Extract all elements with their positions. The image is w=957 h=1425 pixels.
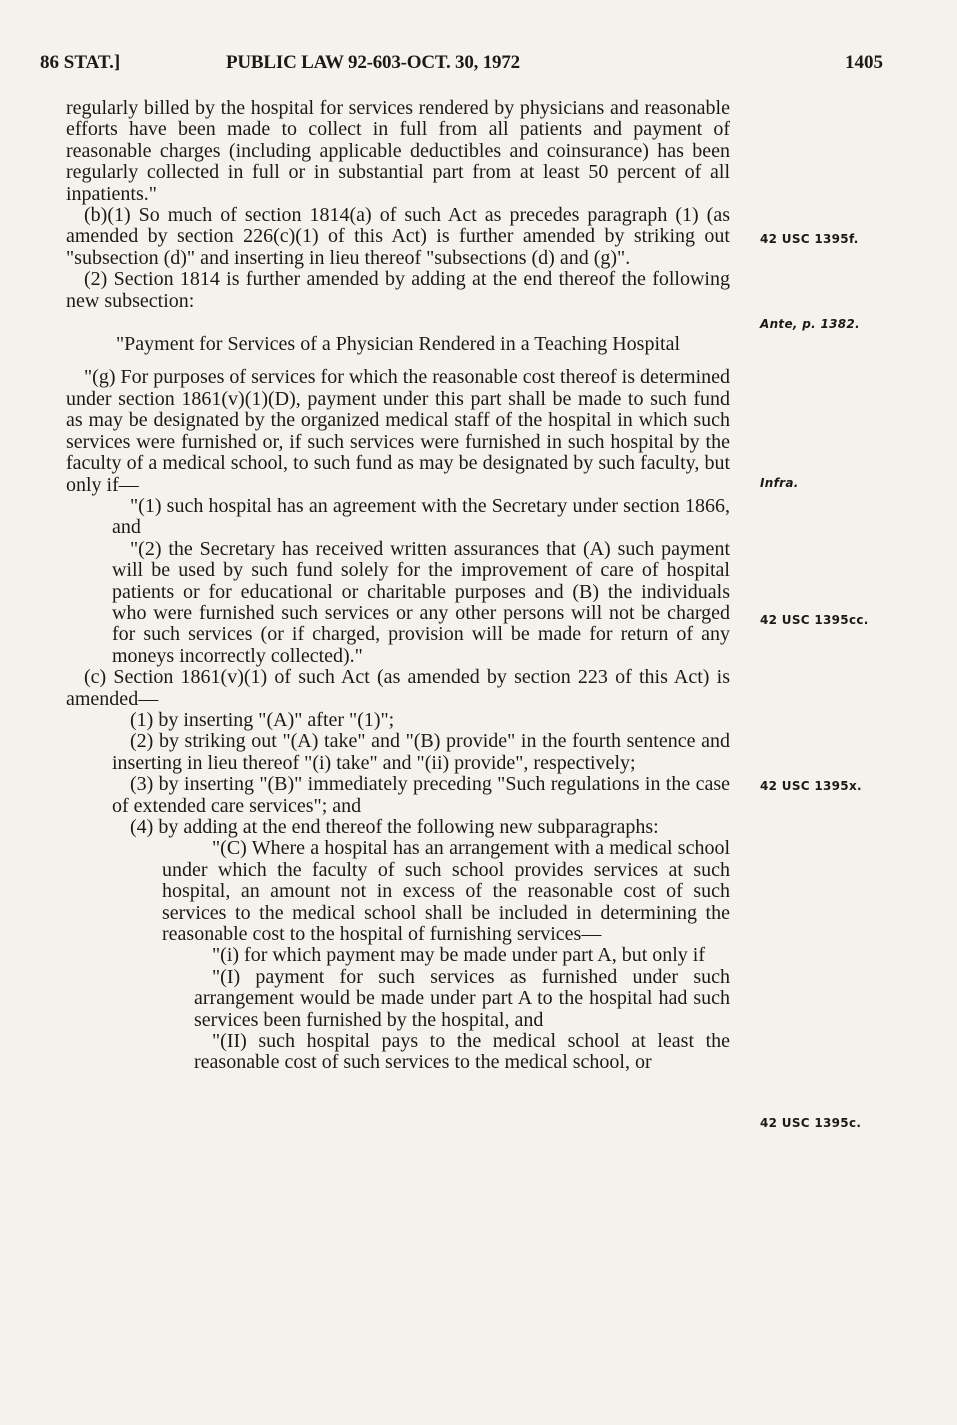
amendment-3: (3) by inserting "(B)" immediately preceding "Such regulations in the case of extended care services"; and (112, 773, 730, 817)
clause-g2: "(2) the Secretary has received written assurances that (A) such payment will be used by such fund solely for the improvement of care of hospital patients or for educational or charitable purposes and (B) the individuals who were furnished such services or any other persons will not be charged for such services (or if charged, provision will be made for return of any moneys incorrectly collected)." (112, 537, 730, 667)
subsection-g: "(g) For purposes of services for which the reasonable cost thereof is determined under section 1861(v)(1)(D), payment under this part shall be made to such fund as may be designated by the organized medical staff of the hospital in which such services were furnished or, if such services were furnished in such hospital by the faculty of a medical school, to such fund as may be designated by such faculty, but only if— (66, 366, 730, 496)
margin-note-42-usc-1395x: 42 USC 1395x. (760, 779, 862, 793)
page-number: 1405 (845, 52, 883, 73)
paragraph-b2: (2) Section 1814 is further amended by adding at the end thereof the following new subsection: (66, 268, 730, 312)
statute-volume: 86 STAT.] (40, 52, 121, 73)
subclause-I: "(I) payment for such services as furnished under such arrangement would be made under part A to the hospital had such services been furnished by the hospital, and (194, 965, 730, 1031)
section-heading: "Payment for Services of a Physician Rendered in a Teaching Hospital (115, 333, 681, 356)
paragraph-continuation: regularly billed by the hospital for services rendered by physicians and reasonable efforts have been made to collect in full from all patients and payment of reasonable charges (including applicable deductibles and coinsurance) has been regularly collected in full or in substantial part from at least 50 percent of all inpatients." (66, 97, 730, 205)
margin-note-42-usc-1395c: 42 USC 1395c. (760, 1116, 862, 1130)
statute-text (66, 98, 730, 1074)
amendment-4: (4) by adding at the end thereof the following new subparagraphs: (130, 816, 659, 838)
amendment-2: (2) by striking out "(A) take" and "(B) provide" in the fourth sentence and inserting in lieu thereof "(i) take" and "(ii) provide", respectively; (112, 730, 730, 774)
amendment-1: (1) by inserting "(A)" after "(1)"; (130, 708, 395, 731)
clause-i: "(i) for which payment may be made under part A, but only if (212, 944, 706, 967)
margin-note-ante-1382: Ante, p. 1382. (760, 317, 860, 331)
margin-note-infra: Infra. (760, 476, 799, 490)
margin-note-42-usc-1395cc: 42 USC 1395cc. (760, 613, 869, 627)
clause-g1: "(1) such hospital has an agreement with the Secretary under section 1866, and (112, 494, 730, 539)
margin-note-42-usc-1395f: 42 USC 1395f. (760, 232, 859, 246)
paragraph-c: (c) Section 1861(v)(1) of such Act (as amended by section 223 of this Act) is amended— (66, 666, 730, 710)
subclause-II: "(II) such hospital pays to the medical school at least the reasonable cost of such services to the medical school, or (194, 1030, 730, 1074)
paragraph-b1: (b)(1) So much of section 1814(a) of such Act as precedes paragraph (1) (as amended by section 226(c)(1) of this Act) is further amended by striking out "subsection (d)" and inserting in lieu thereof "subsections (d) and (g)". (66, 204, 730, 269)
page-title: PUBLIC LAW 92-603-OCT. 30, 1972 (226, 52, 520, 73)
subparagraph-c: "(C) Where a hospital has an arrangement with a medical school under which the faculty of such school provides services at such hospital, an amount not in excess of the reasonable cost of such services to the medical school shall be included in determining the reasonable cost to the hospital of furnishing services— (162, 837, 730, 946)
